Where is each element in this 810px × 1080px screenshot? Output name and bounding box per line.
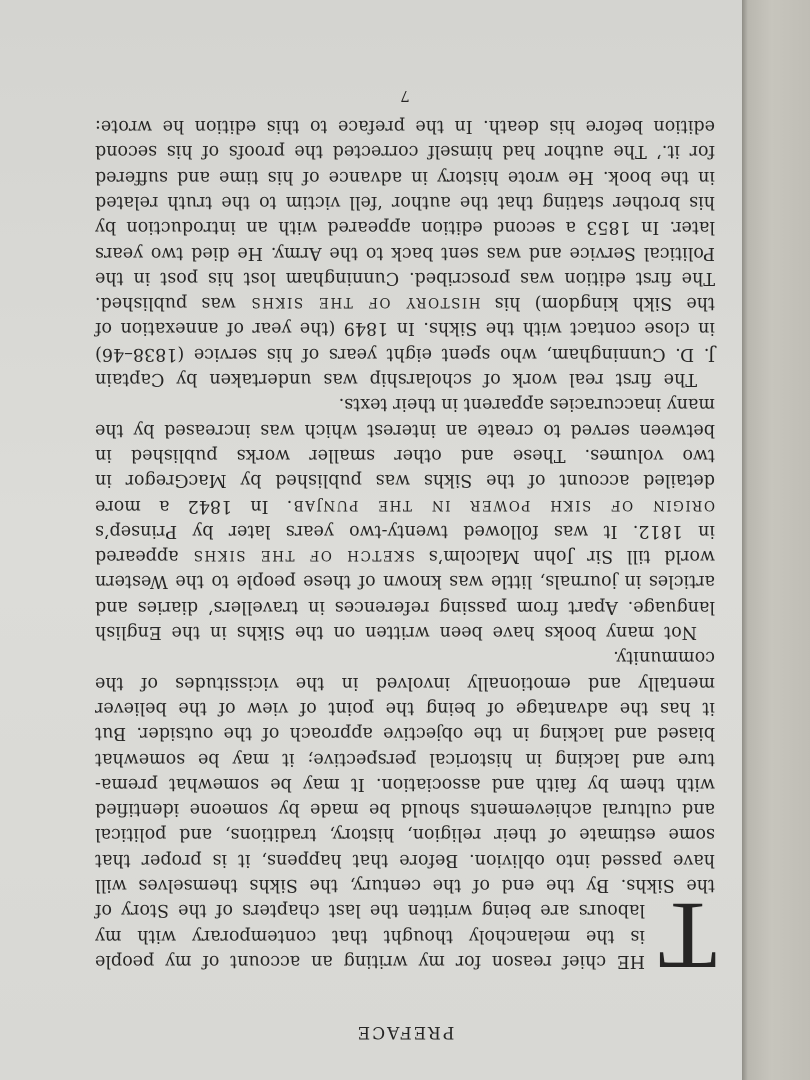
text-segment: J. D. Cunningham, who spent eight years of his service (1838–46) (95, 343, 715, 364)
text-line (95, 697, 715, 719)
text-segment: detailed account of the Sikhs was published by MacGregor in (95, 470, 715, 491)
text-line (95, 722, 715, 744)
text-line (95, 798, 715, 820)
text-segment: the Sikhs. By the end of the century, the Sikhs themselves will (95, 875, 715, 896)
text-line (95, 773, 715, 795)
text-segment: Not many books have been written on the Sikhs in the English (95, 622, 697, 643)
text-segment: for it.’ The author had himself corrected the proofs of his second (95, 141, 715, 162)
text-line (95, 899, 645, 921)
text-segment: between served to create an interest which was increased by the (95, 419, 715, 440)
text-line (95, 292, 715, 314)
text-line (95, 393, 715, 415)
text-segment: appeared (95, 546, 193, 567)
drop-cap: T (658, 883, 717, 990)
text-segment: biased and lacking in the objective approach of the outsider. But (95, 723, 715, 744)
text-line (95, 672, 715, 694)
text-segment: labours are being written the last chapters of the Story of (95, 900, 645, 921)
text-line (95, 520, 715, 542)
text-segment: his brother stating that the author ‘fell victim to the truth related (95, 192, 715, 212)
page-title: PREFACE (355, 1022, 455, 1042)
text-line (95, 621, 697, 643)
text-line (95, 849, 715, 871)
text-segment: and cultural achievements should be made by someone identified (95, 799, 715, 820)
page-number: 7 (400, 87, 410, 105)
text-line (95, 115, 715, 137)
text-segment: two volumes. These and other smaller works published in (95, 445, 715, 465)
text-segment: The first real work of scholarship was undertaken by Captain (95, 369, 697, 390)
text-line (95, 368, 697, 390)
book-title-smallcaps: HISTORY OF THE SIKHS (249, 294, 481, 311)
text-segment: ture and lacking in historical perspective; it may be somewhat (95, 748, 715, 769)
text-segment: is the melancholy thought that contemporary with my (95, 925, 645, 946)
text-line (95, 571, 715, 593)
text-line (95, 166, 715, 188)
text-segment: it has the advantage of being the point of view of the believer (95, 698, 715, 718)
text-segment: later. In 1853 a second edition appeared with an introduction by (95, 217, 715, 238)
text-line (95, 824, 715, 846)
text-segment: the Sikh kingdom) his (480, 293, 715, 314)
text-segment: have passed into oblivion. Before that happens, it is proper that (95, 849, 715, 870)
book-title-smallcaps: ORIGIN OF SIKH POWER IN THE PUNJAB (292, 496, 715, 513)
text-segment: HE chief reason for my writing an account of my people (95, 951, 645, 971)
text-line (95, 950, 645, 972)
text-line (95, 318, 715, 340)
text-segment: mentally and emotionally involved in the vicissitudes of the (95, 672, 715, 693)
text-line (95, 596, 715, 618)
text-segment: world till Sir John Malcolm’s (415, 546, 715, 567)
text-segment: community. (613, 647, 715, 668)
text-line (95, 646, 715, 668)
text-line (95, 545, 715, 567)
text-line (95, 242, 715, 264)
text-segment: The first edition was proscribed. Cunningham lost his post in the (95, 267, 715, 288)
text-line (95, 925, 645, 947)
text-line (95, 216, 715, 238)
text-segment: in 1812. It was followed twenty-two years later by Prinsep’s (95, 520, 715, 541)
book-title-smallcaps: SKETCH OF THE SIKHS (192, 547, 416, 564)
text-segment: articles in journals, little was known of these people to the Western (95, 571, 715, 592)
text-segment: language. Apart from passing references in travellers’ diaries and (95, 596, 715, 617)
text-line (95, 874, 715, 896)
text-line (95, 495, 715, 517)
text-line (95, 343, 715, 365)
text-line (95, 444, 715, 466)
text-segment: Political Service and was sent back to the Army. He died two years (95, 242, 715, 263)
text-segment: some estimate of their religion, history, traditions, and political (95, 824, 715, 845)
text-segment: was published. (94, 293, 250, 314)
text-line (95, 419, 715, 441)
text-line (95, 191, 715, 213)
text-segment: many inaccuracies apparent in their texts. (338, 394, 715, 415)
text-segment: in close contact with the Sikhs. In 1849 (the year of annexation of (95, 318, 715, 339)
text-line (95, 267, 715, 289)
text-segment: edition before his death. In the preface to this edition he wrote: (95, 116, 715, 137)
text-line (95, 469, 715, 491)
text-segment: . In 1842 a more (95, 495, 293, 516)
text-line (95, 140, 715, 162)
text-segment: with them by faith and association. It may be somewhat prema- (95, 773, 715, 794)
text-line (95, 748, 715, 770)
text-segment: in the book. He wrote history in advance of his time and suffered (95, 166, 715, 187)
